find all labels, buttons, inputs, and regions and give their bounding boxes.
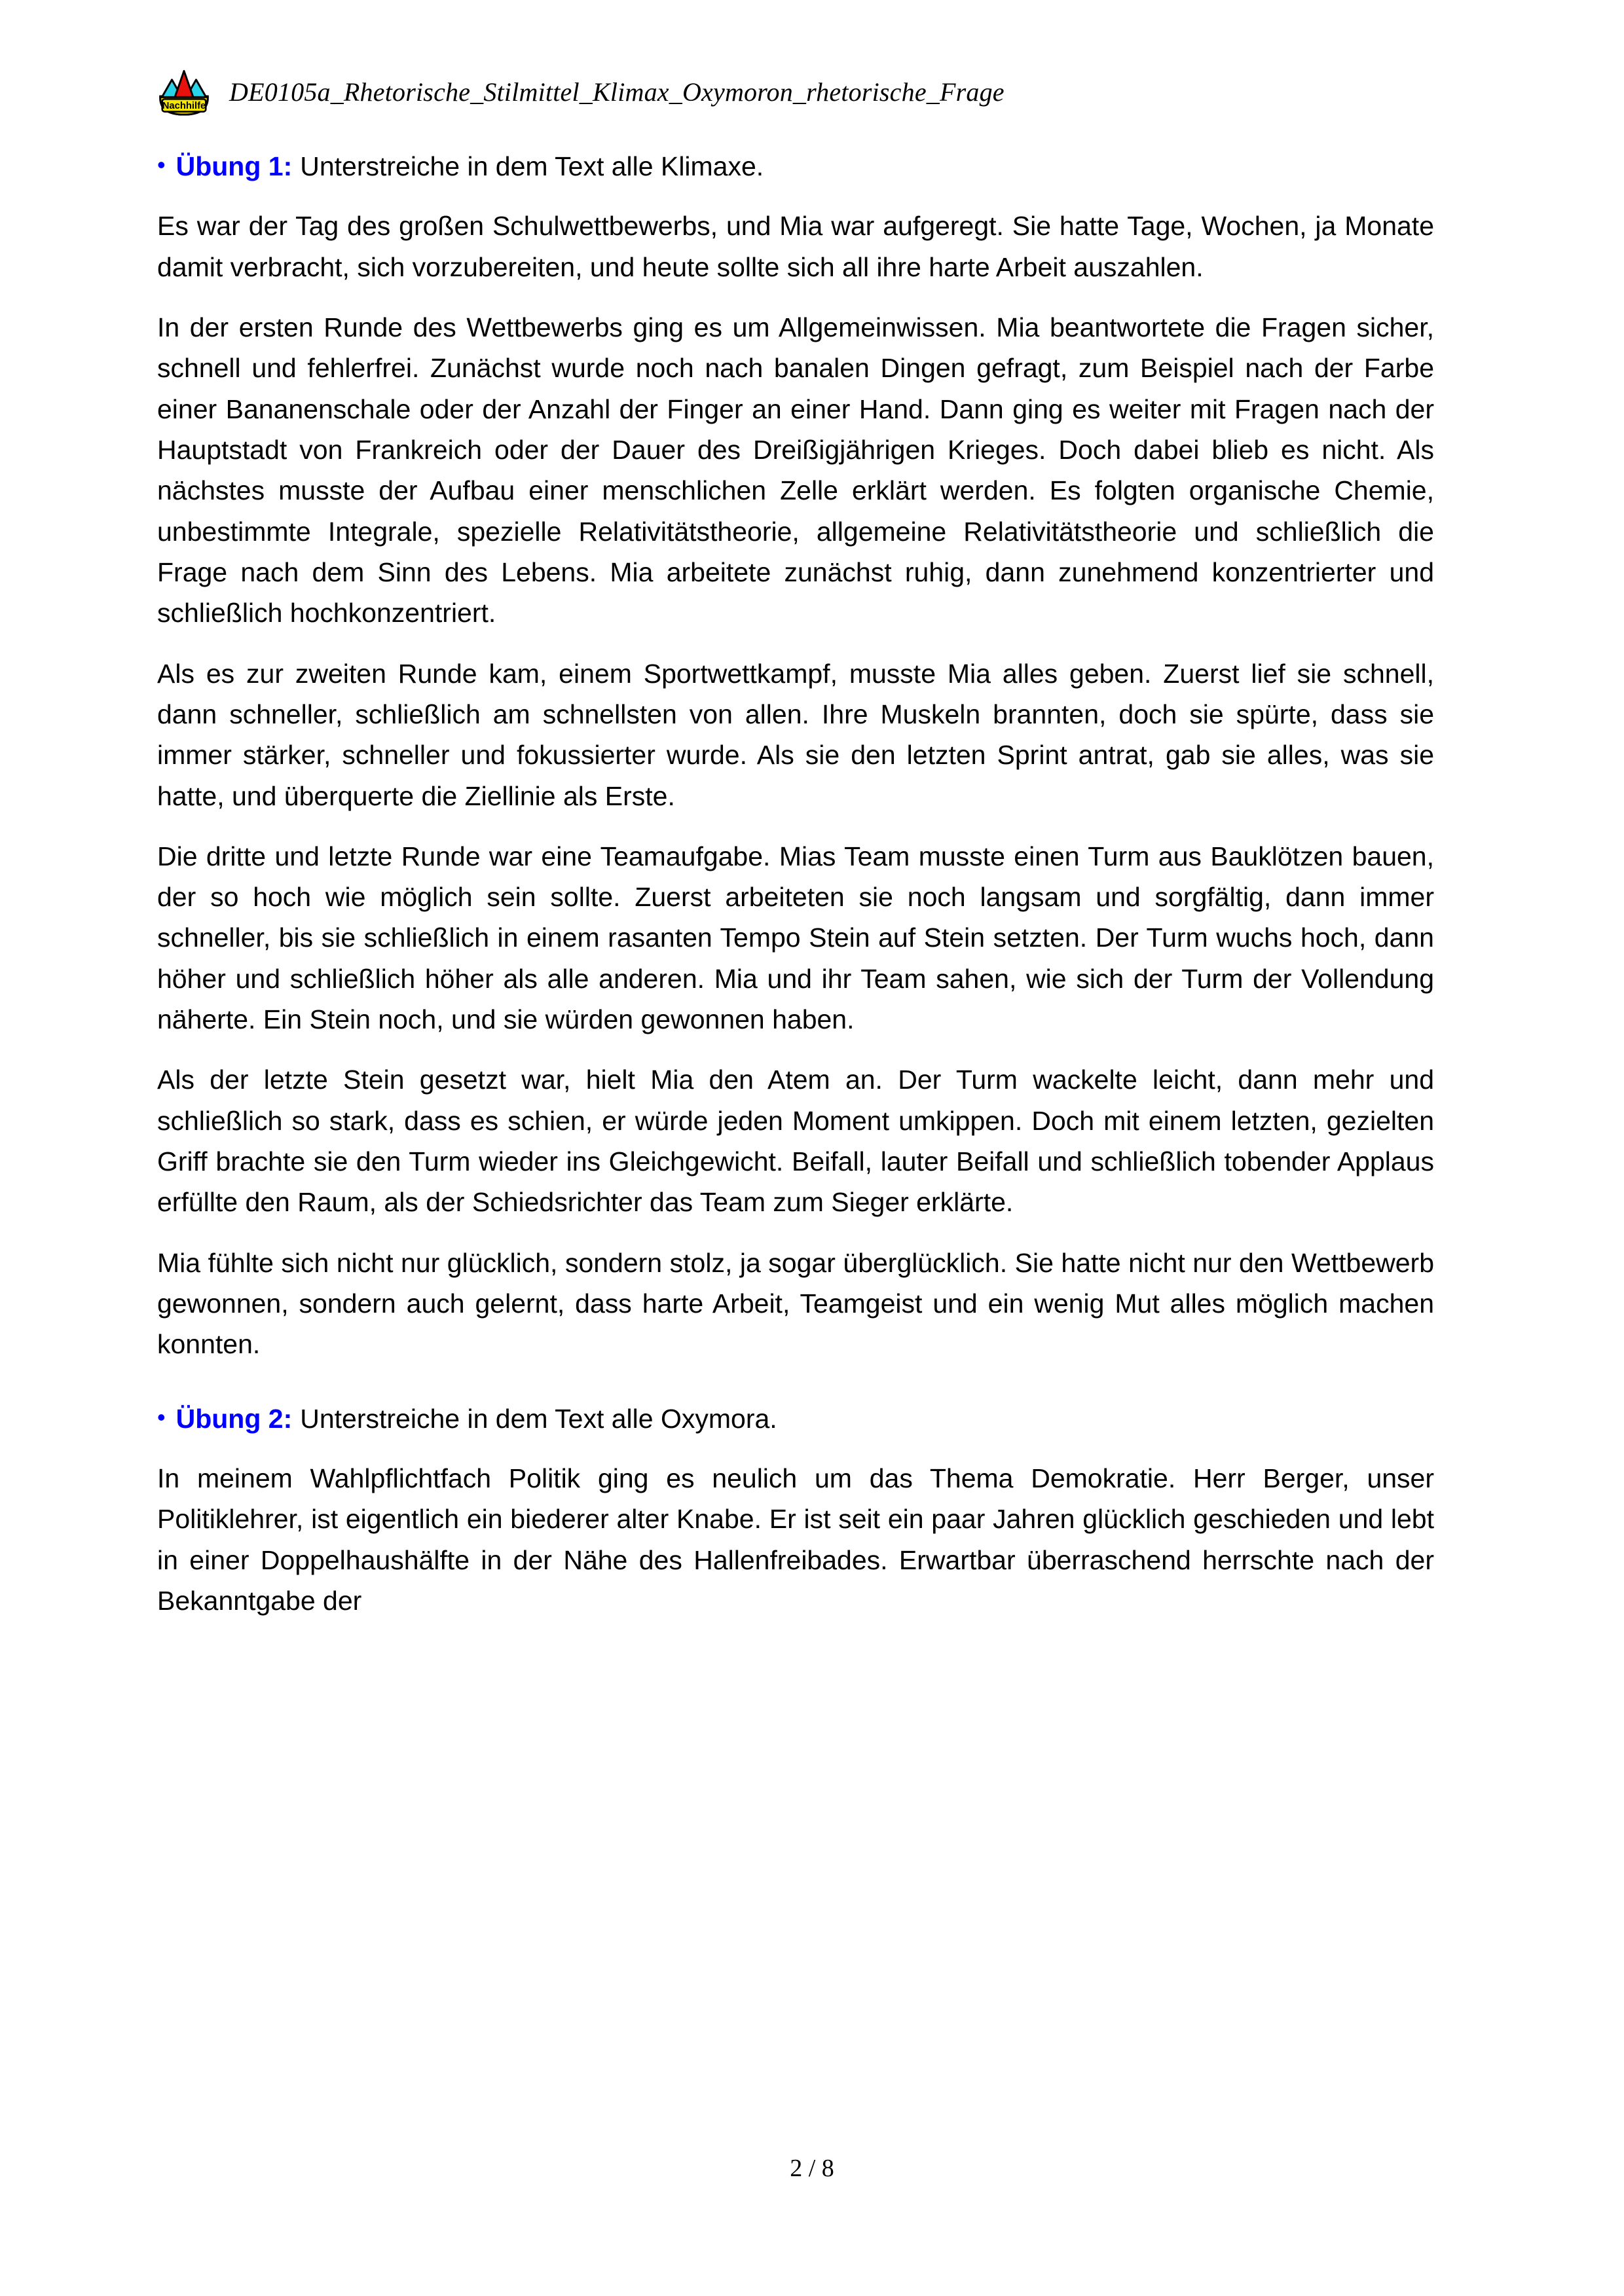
page-footer [0,2154,1624,2183]
page-number: 2 / 8 [790,2155,834,2182]
paragraph: Die dritte und letzte Runde war eine Teamaufgabe. Mias Team musste einen Turm aus Bauklötzen bauen, der so hoch wie möglich sein sollte. Zuerst arbeiteten sie noch langsam und sorgfältig, dann immer schneller, bis sie schließlich in einem rasanten Tempo Stein auf Stein setzten. Der Turm wuchs hoch, dann höher und schließlich höher als alle anderen. Mia und ihr Team sahen, wie sich der Turm der Vollendung näherte. Ein Stein noch, und sie würden gewonnen haben. [157,841,1434,1035]
exercise-2-label: Übung 2: [175,1403,293,1434]
bullet-point-icon: • [157,151,166,178]
document-body [157,149,1434,1621]
exercise-1-label: Übung 1: [175,151,293,181]
nachhilfe-logo-icon [157,68,211,117]
bullet-point-icon: • [157,1403,166,1430]
document-header [157,63,1467,122]
exercise-2-instruction: Unterstreiche in dem Text alle Oxymora. [300,1403,777,1434]
document-title: DE0105a_Rhetorische_Stilmittel_Klimax_Oxymoron_rhetorische_Frage [229,77,1005,107]
paragraph: Als der letzte Stein gesetzt war, hielt Mia den Atem an. Der Turm wackelte leicht, dann mehr und schließlich so stark, dass es schien, er würde jeden Moment umkippen. Doch mit einem letzten, gezielten Griff brachte sie den Turm wieder ins Gleichgewicht. Beifall, lauter Beifall und schließlich tobender Applaus erfüllte den Raum, als der Schiedsrichter das Team zum Sieger erklärte. [157,1065,1434,1218]
exercise-1-heading [157,149,1434,183]
logo-wordmark: Nachhilfe [162,101,206,112]
paragraph: Es war der Tag des großen Schulwettbewerbs, und Mia war aufgeregt. Sie hatte Tage, Wochen, ja Monate damit verbracht, sich vorzubereiten, und heute sollte sich all ihre harte Arbeit auszahlen. [157,211,1434,282]
section-spacer [157,1385,1434,1402]
paragraph: Mia fühlte sich nicht nur glücklich, sondern stolz, ja sogar überglücklich. Sie hatte nicht nur den Wettbewerb gewonnen, sondern auch gelernt, dass harte Arbeit, Teamgeist und ein wenig Mut alles möglich machen konnten. [157,1247,1434,1360]
paragraph: Als es zur zweiten Runde kam, einem Sportwettkampf, musste Mia alles geben. Zuerst lief sie schnell, dann schneller, schließlich am schnellsten von allen. Ihre Muskeln brannten, doch sie spürte, dass sie immer stärker, schneller und fokussierter wurde. Als sie den letzten Sprint antrat, gab sie alles, was sie hatte, und überquerte die Ziellinie als Erste. [157,658,1434,811]
exercise-1-instruction: Unterstreiche in dem Text alle Klimaxe. [300,151,764,181]
exercise-2-heading [157,1402,1434,1436]
paragraph: In der ersten Runde des Wettbewerbs ging es um Allgemeinwissen. Mia beantwortete die Fragen sicher, schnell und fehlerfrei. Zunächst wurde noch nach banalen Dingen gefragt, zum Beispiel nach der Farbe einer Bananenschale oder der Anzahl der Finger an einer Hand. Dann ging es weiter mit Fragen nach der Hauptstadt von Frankreich oder der Dauer des Dreißigjährigen Krieges. Doch dabei blieb es nicht. Als nächstes musste der Aufbau einer menschlichen Zelle erklärt werden. Es folgten organische Chemie, unbestimmte Integrale, spezielle Relativitätstheorie, allgemeine Relativitätstheorie und schließlich die Frage nach dem Sinn des Lebens. Mia arbeitete zunächst ruhig, dann zunehmend konzentrierter und schließlich hochkonzentriert. [157,312,1434,629]
paragraph: In meinem Wahlpflichtfach Politik ging es neulich um das Thema Demokratie. Herr Berger, unser Politiklehrer, ist eigentlich ein biederer alter Knabe. Er ist seit ein paar Jahren glücklich geschieden und lebt in einer Doppelhaushälfte in der Nähe des Hallenfreibades. Erwartbar überraschend herrschte nach der Bekanntgabe der [157,1463,1434,1616]
